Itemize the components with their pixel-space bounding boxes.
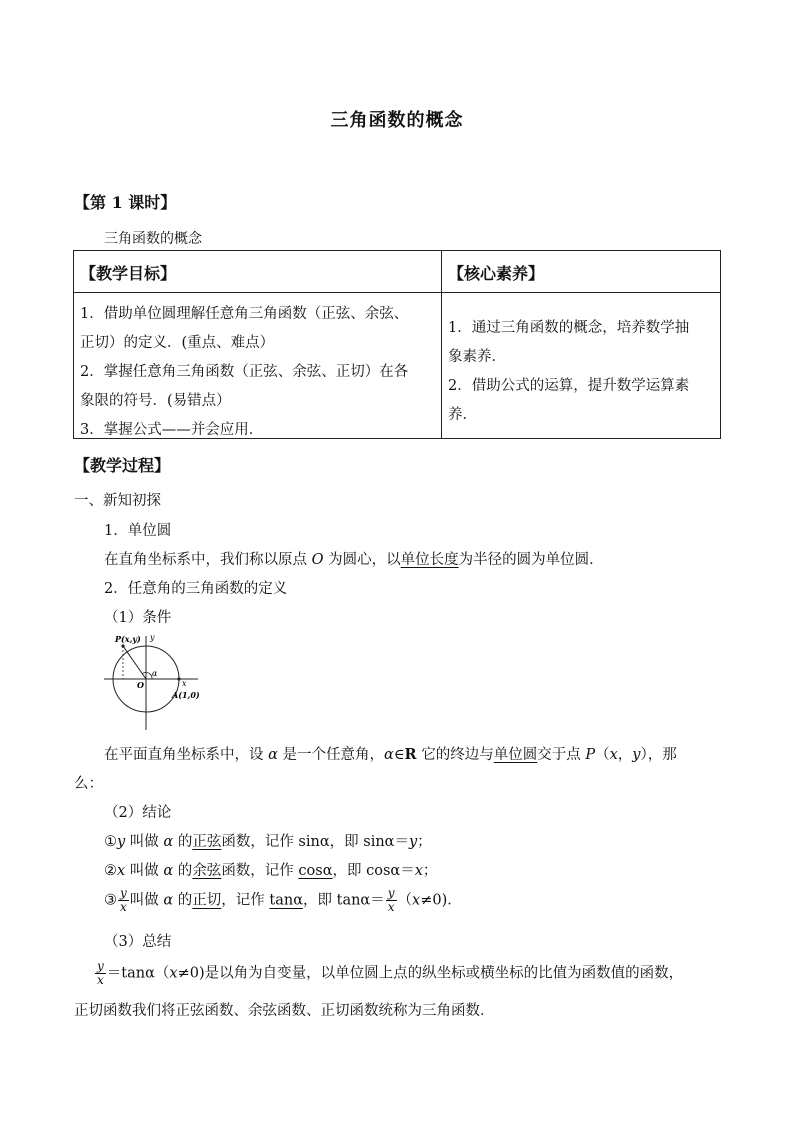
set-r: R bbox=[404, 746, 417, 763]
circled-number: ③ bbox=[104, 892, 117, 909]
underlined-term: 正弦 bbox=[192, 834, 222, 850]
label-y: y bbox=[150, 633, 155, 642]
text-span: 的 bbox=[173, 892, 193, 909]
text-span: ； bbox=[417, 834, 432, 850]
text-span: 为半径的圆为单位圆． bbox=[458, 552, 604, 568]
var-y: y bbox=[632, 747, 641, 763]
literacy-line: 1．通过三角函数的概念，培养数学抽 bbox=[448, 320, 690, 336]
text-span: 在直角坐标系中，我们称以原点 bbox=[104, 552, 312, 568]
underlined-term: tanα bbox=[269, 892, 304, 909]
text-span: ＝tanα（ bbox=[106, 965, 170, 982]
text-span: ， bbox=[617, 747, 633, 763]
circled-number: ② bbox=[104, 863, 117, 879]
fraction-denominator: x bbox=[387, 900, 395, 914]
var-y: y bbox=[408, 834, 418, 850]
var-x: x bbox=[169, 965, 178, 982]
lesson-heading: 【第 1 课时】 bbox=[74, 193, 177, 212]
label-p: P(x,y) bbox=[115, 634, 141, 644]
circled-number: ① bbox=[104, 834, 117, 850]
process-heading: 【教学过程】 bbox=[74, 456, 171, 475]
text-span: 函数，记作 bbox=[221, 863, 299, 879]
literacy-line: 养． bbox=[448, 407, 477, 423]
page-title: 三角函数的概念 bbox=[330, 110, 464, 131]
unit-circle-definition bbox=[104, 550, 604, 570]
table-divider-vertical bbox=[441, 251, 442, 438]
fraction-numerator: y bbox=[120, 886, 127, 900]
text-span: 它的终边与 bbox=[416, 747, 494, 763]
var-alpha: α bbox=[384, 747, 394, 763]
item-definition-title: 2．任意角的三角函数的定义 bbox=[104, 581, 288, 597]
text-span: 交于点 bbox=[537, 747, 586, 763]
item-unit-circle-title: 1．单位圆 bbox=[104, 523, 172, 539]
text-span: 是一个任意角， bbox=[277, 747, 385, 763]
unit-circle-diagram bbox=[100, 630, 210, 740]
fraction-denominator: x bbox=[97, 973, 104, 987]
goals-cell bbox=[80, 300, 408, 445]
condition-text-line2: 么： bbox=[74, 776, 103, 792]
text-span: 叫做 bbox=[125, 863, 164, 879]
table-header-goals: 【教学目标】 bbox=[80, 264, 177, 283]
var-x: x bbox=[117, 863, 126, 879]
underlined-term: 单位长度 bbox=[400, 552, 459, 568]
text-span: 的 bbox=[173, 863, 193, 879]
summary-line1 bbox=[94, 960, 683, 987]
summary-title: （3）总结 bbox=[104, 934, 172, 950]
var-p: P bbox=[585, 747, 596, 763]
text-span: （ bbox=[397, 892, 413, 909]
literacy-cell bbox=[448, 314, 689, 430]
table-caption: 三角函数的概念 bbox=[104, 231, 202, 247]
text-span: ≠0)是以角为自变量，以单位圆上点的纵坐标或横坐标的比值为函数值的函数， bbox=[177, 965, 684, 982]
label-a: A(1,0) bbox=[172, 690, 200, 700]
symbol-in: ∈ bbox=[393, 747, 405, 763]
text-span: 的 bbox=[173, 834, 193, 850]
point-a bbox=[177, 677, 180, 680]
text-span: ），那 bbox=[640, 747, 677, 763]
conclusion-title: （2）结论 bbox=[104, 805, 172, 821]
var-x: x bbox=[414, 863, 423, 879]
goal-line: 2．掌握任意角三角函数（正弦、余弦、正切）在各 bbox=[80, 364, 409, 380]
fraction-y-over-x bbox=[118, 887, 129, 914]
text-span: 叫做 bbox=[125, 834, 164, 850]
var-o: O bbox=[311, 552, 324, 568]
text-span: 叫做 bbox=[129, 892, 164, 909]
text-span: ，记作 bbox=[221, 892, 270, 909]
text-span: 为圆心，以 bbox=[323, 552, 401, 568]
label-alpha: α bbox=[152, 669, 158, 678]
text-span: 在平面直角坐标系中，设 bbox=[104, 747, 269, 763]
text-span: ，即 cosα＝ bbox=[332, 863, 415, 879]
conclusion-cosine bbox=[104, 861, 437, 881]
goal-line: 象限的符号．(易错点） bbox=[80, 393, 231, 409]
var-x: x bbox=[609, 747, 618, 763]
fraction-y-over-x bbox=[386, 887, 397, 914]
underlined-term: cosα bbox=[298, 863, 333, 879]
fraction-numerator: y bbox=[97, 959, 104, 973]
literacy-line: 象素养． bbox=[448, 349, 506, 365]
text-span: ≠0)． bbox=[420, 892, 462, 909]
fraction-denominator: x bbox=[120, 900, 127, 914]
table-divider-horizontal bbox=[74, 292, 720, 293]
section-heading: 一、新知初探 bbox=[74, 493, 161, 509]
underlined-term: 单位圆 bbox=[493, 747, 538, 763]
literacy-line: 2．借助公式的运算，提升数学运算素 bbox=[448, 378, 690, 394]
conclusion-tangent bbox=[104, 887, 462, 914]
var-y: y bbox=[117, 834, 126, 850]
point-p bbox=[121, 644, 124, 647]
underlined-term: 正切 bbox=[192, 892, 222, 909]
underlined-term: 余弦 bbox=[192, 863, 222, 879]
text-span: ，即 tanα＝ bbox=[303, 892, 385, 909]
fraction-numerator: y bbox=[387, 886, 395, 900]
summary-line2: 正切函数我们将正弦函数、余弦函数、正切函数统称为三角函数． bbox=[74, 1003, 495, 1019]
table-header-literacy: 【核心素养】 bbox=[448, 264, 545, 283]
text-span: （ bbox=[595, 747, 610, 763]
condition-title: （1）条件 bbox=[104, 610, 172, 626]
label-x: x bbox=[182, 679, 187, 688]
goal-line: 正切）的定义．(重点、难点） bbox=[80, 335, 275, 351]
label-o: O bbox=[137, 680, 144, 690]
var-alpha: α bbox=[163, 834, 174, 850]
conclusion-sine bbox=[104, 832, 432, 852]
var-alpha: α bbox=[163, 863, 174, 879]
text-span: 函数，记作 sinα，即 sinα＝ bbox=[221, 834, 409, 850]
var-x: x bbox=[412, 892, 421, 909]
objectives-table bbox=[73, 250, 721, 439]
condition-text-line1 bbox=[104, 745, 677, 765]
goal-line: 3．掌握公式——并会应用． bbox=[80, 422, 264, 438]
text-span: ； bbox=[422, 863, 438, 879]
fraction-y-over-x bbox=[95, 960, 106, 987]
var-alpha: α bbox=[268, 747, 278, 763]
goal-line: 1．借助单位圆理解任意角三角函数（正弦、余弦、 bbox=[80, 306, 409, 322]
var-alpha: α bbox=[163, 892, 174, 909]
